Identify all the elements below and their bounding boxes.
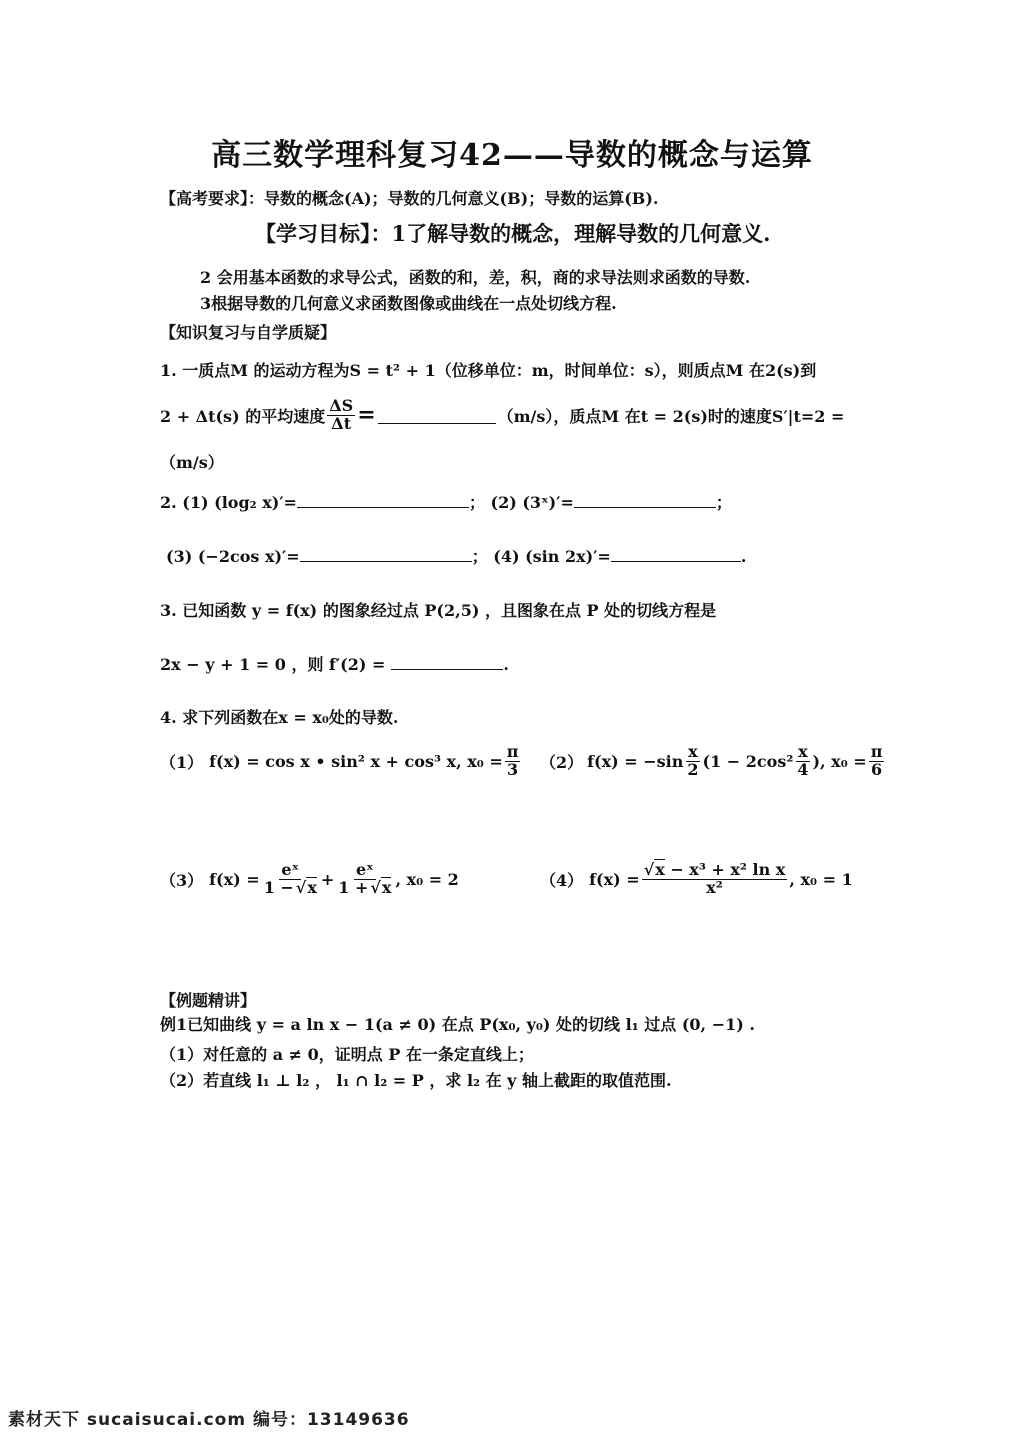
q4-part-2-x0-numerator: π	[870, 742, 883, 761]
q4-part-2-frac-1-num: x	[688, 742, 698, 761]
q4-part-3-expr-a: f(x) =	[209, 869, 260, 889]
q4-part-2-frac-2-den: 4	[797, 759, 809, 779]
q4-part-3-frac-2-num: eˣ	[355, 860, 374, 879]
q4-part-4-label: （4）	[540, 870, 584, 890]
q2-answer-blank-4[interactable]	[611, 545, 741, 562]
q2-part-4: ； (4) (sin 2x)′=	[471, 547, 611, 566]
q4-part-3-frac-1-num: eˣ	[281, 860, 300, 879]
q1-line-1: 1. 一质点M 的运动方程为S = t² + 1（位移单位：m，时间单位：s），则质点M 在2(s)到	[160, 361, 817, 380]
q4-part-2-x0	[869, 744, 885, 779]
q1-line-2	[160, 398, 844, 433]
q4-part-1	[160, 744, 522, 779]
q3-line-2-end: .	[503, 655, 509, 674]
q4-part-4	[540, 862, 853, 897]
example-1-line-3: （2）若直线 l₁ ⊥ l₂ ， l₁ ∩ l₂ = P ，求 l₂ 在 y 轴上截距的取值范围.	[160, 1071, 672, 1090]
q4-part-2-expr-c: ), x₀ =	[812, 751, 867, 771]
q4-part-4-expr-a: f(x) =	[589, 869, 640, 889]
q4-part-4-denominator: x²	[706, 877, 723, 897]
q4-part-2-label: （2）	[540, 752, 584, 772]
q2-answer-blank-2[interactable]	[574, 491, 716, 508]
exam-requirements: 【高考要求】：导数的概念(A)；导数的几何意义(B)；导数的运算(B).	[160, 189, 659, 208]
q4-part-1-expression: f(x) = cos x • sin² x + cos³ x, x₀ =	[209, 751, 503, 771]
q2-answer-blank-1[interactable]	[297, 491, 469, 508]
q3-line-1: 3. 已知函数 y = f(x) 的图象经过点 P(2,5) ，且图象在点 P 处的切线方程是	[160, 601, 717, 620]
q4-part-3	[160, 862, 459, 897]
q1-line-3: （m/s）	[160, 453, 224, 472]
q4-part-1-x0-denominator: 3	[507, 759, 519, 779]
section-examples-heading: 【例题精讲】	[160, 991, 257, 1010]
q4-part-3-frac-2	[336, 862, 393, 897]
q1-equals: =	[357, 402, 376, 429]
q3-line-2-text: 2x − y + 1 = 0 ，则 f′(2) =	[160, 655, 386, 674]
q1-average-velocity-text: 2 + Δt(s) 的平均速度	[160, 406, 326, 426]
q4-part-2-frac-1	[685, 744, 700, 779]
q3-answer-blank[interactable]	[391, 653, 503, 670]
q4-part-3-plus: +	[320, 869, 335, 889]
q4-part-3-frac-1	[262, 862, 319, 897]
q4-part-2-expr-b: (1 − 2cos²	[702, 751, 794, 771]
q1-answer-blank-1[interactable]	[378, 407, 496, 424]
q4-part-1-label: （1）	[160, 752, 204, 772]
q4-part-2-expr-a: f(x) = −sin	[587, 751, 684, 771]
q4-part-2-frac-2-num: x	[798, 742, 808, 761]
section-review-heading: 【知识复习与自学质疑】	[160, 323, 337, 342]
q4-part-3-label: （3）	[160, 870, 204, 890]
q4-part-2-frac-2	[795, 744, 810, 779]
q4-part-4-numerator-rest: − x³ + x² ln x	[664, 860, 786, 879]
page-title: 高三数学理科复习42——导数的概念与运算	[211, 138, 813, 173]
q4-part-3-frac-2-den: 1 + √x	[338, 877, 392, 897]
q4-part-3-frac-2-den-a: 1 +	[338, 877, 369, 897]
q4-part-1-x0	[505, 744, 521, 779]
q4-part-4-expr-c: , x₀ = 1	[789, 869, 853, 889]
objective-line-3: 3根据导数的几何意义求函数图像或曲线在一点处切线方程.	[200, 294, 617, 313]
q4-part-3-expr-c: , x₀ = 2	[395, 869, 459, 889]
q4-part-4-numerator-sqrt: x	[655, 860, 665, 879]
q4-part-2-frac-1-den: 2	[687, 759, 699, 779]
q1-fraction-denominator: Δt	[331, 413, 352, 433]
q2-part-4-end: .	[740, 547, 747, 566]
q4-part-4-numerator: √x − x³ + x² ln x	[643, 860, 786, 879]
q1-fraction-numerator: ΔS	[329, 396, 354, 415]
q4-part-2-x0-denominator: 6	[870, 759, 883, 779]
watermark-text: 素材天下 sucaisucai.com 编号：13149636	[8, 1410, 410, 1430]
example-1-line-2: （1）对任意的 a ≠ 0，证明点 P 在一条定直线上；	[160, 1045, 534, 1064]
q1-fraction	[327, 398, 355, 433]
q4-part-2	[540, 744, 886, 779]
q4-part-1-x0-numerator: π	[506, 742, 519, 761]
q4-part-3-frac-1-den-b: x	[307, 877, 317, 897]
q4-part-4-frac	[642, 862, 788, 897]
example-1-line-1: 例1已知曲线 y = a ln x − 1(a ≠ 0) 在点 P(x₀, y₀) 处的切线 l₁ 过点 (0, −1) .	[160, 1015, 755, 1034]
q1-instant-velocity-text: （m/s），质点M 在t = 2(s)时的速度S′|t=2 =	[497, 406, 845, 426]
q2-row-1	[160, 490, 732, 513]
q2-answer-blank-3[interactable]	[300, 545, 472, 562]
q2-part-2: ； (2) (3ˣ)′=	[468, 493, 574, 512]
q4-part-3-frac-1-den-a: 1 −	[263, 877, 294, 897]
q4-intro: 4. 求下列函数在x = x₀处的导数.	[160, 708, 399, 727]
q2-part-3: (3) (−2cos x)′=	[166, 547, 300, 566]
q2-row-2	[166, 544, 746, 567]
objective-line-2: 2 会用基本函数的求导公式，函数的和，差，积，商的求导法则求函数的导数.	[200, 268, 751, 287]
q2-part-1: 2. (1) (log₂ x)′=	[160, 493, 297, 512]
q4-part-3-frac-1-den: 1 − √x	[263, 877, 317, 897]
q4-part-3-frac-2-den-b: x	[381, 877, 392, 897]
q2-part-2-end: ；	[715, 493, 732, 512]
objective-line-1: 【学习目标】：1了解导数的概念，理解导数的几何意义.	[255, 221, 771, 246]
q3-line-2	[160, 652, 509, 675]
